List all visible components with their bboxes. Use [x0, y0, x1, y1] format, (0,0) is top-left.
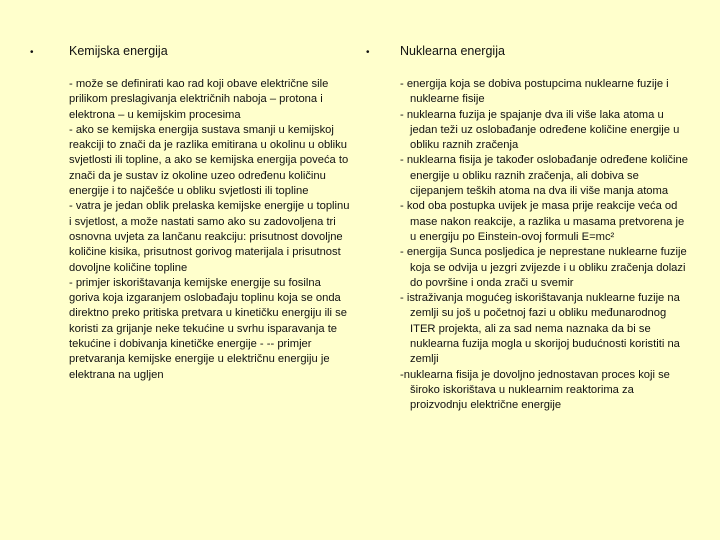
paragraph: - energija Sunca posljedica je neprestane nuklearne fuzije koja se odvija u jezgri zvijezde i u obliku zračenja dolazi do površine i onda zrači u svemir	[400, 246, 687, 289]
bullet-icon: •	[366, 47, 370, 58]
bullet-icon: •	[30, 47, 34, 58]
paragraph: - vatra je jedan oblik prelaska kemijske energije u toplinu i svjetlost, a može nastati samo ako su zadovoljena tri osnovna uvjeta za lančanu reakciju: prisutnost dovoljne količine kisika, prisutnost gorivog materijala i prisutnost dovoljne količine topline	[69, 200, 350, 274]
right-body	[400, 77, 690, 414]
paragraph: - istraživanja mogućeg iskorištavanja nuklearne fuzije na zemlji su još u početnoj fazi u obliku međunarodnog ITER projekta, ali za sad nema naznaka da bi se nuklearna fuzija mogla u skorijoj budućnosti koristiti na zemlji	[400, 292, 680, 366]
right-title: Nuklearna energija	[400, 44, 505, 58]
left-body	[69, 77, 354, 383]
paragraph: - ako se kemijska energija sustava smanji u kemijskoj reakciji to znači da je razlika emitirana u okolinu u obliku svjetlosti ili topline, a ako se kemijska energija poveća to znači da je sustav iz okoline uzeo određenu količinu energije i to najčešće u obliku svjetlosti ili topline	[69, 123, 349, 198]
paragraph: - može se definirati kao rad koji obave električne sile prilikom preslagivanja električnih naboja – protona i elektrona – u kemijskim procesima	[69, 78, 329, 121]
paragraph: - nuklearna fisija je također oslobađanje određene količine energije u obliku raznih zračenja, ali dobiva se cijepanjem teških atoma na dva ili više manja atoma	[400, 154, 688, 198]
left-title: Kemijska energija	[69, 44, 168, 58]
left-column	[30, 44, 360, 383]
left-heading	[30, 44, 360, 58]
right-heading	[366, 44, 696, 58]
right-column	[366, 44, 696, 414]
paragraph: - energija koja se dobiva postupcima nuklearne fuzije i nuklearne fisije	[400, 78, 669, 106]
paragraph: - primjer iskorištavanja kemijske energije su fosilna goriva koja izgaranjem oslobađaju toplinu koja se onda direktno preko pritiska pretvara u kinetičku energiju ili se koristi za grijanje neke tekućine u svrhu isparavanja te tekućine i dobivanja kinetičke energije - -- primjer pretvaranja kemijske energije u električnu energiju je elektrana na ugljen	[69, 276, 347, 381]
paragraph: -nuklearna fisija je dovoljno jednostavan proces koji se široko iskorištava u nuklearnim reaktorima za proizvodnju električne energije	[400, 368, 670, 412]
paragraph: - nuklearna fuzija je spajanje dva ili više laka atoma u jedan teži uz oslobađanje određene količine energije u obliku raznih zračenja	[400, 108, 680, 152]
paragraph: - kod oba postupka uvijek je masa prije reakcije veća od mase nakon reakcije, a razlika u masama pretvorena je u energiju po Einstein-ovoj formuli E=mc²	[400, 200, 685, 243]
